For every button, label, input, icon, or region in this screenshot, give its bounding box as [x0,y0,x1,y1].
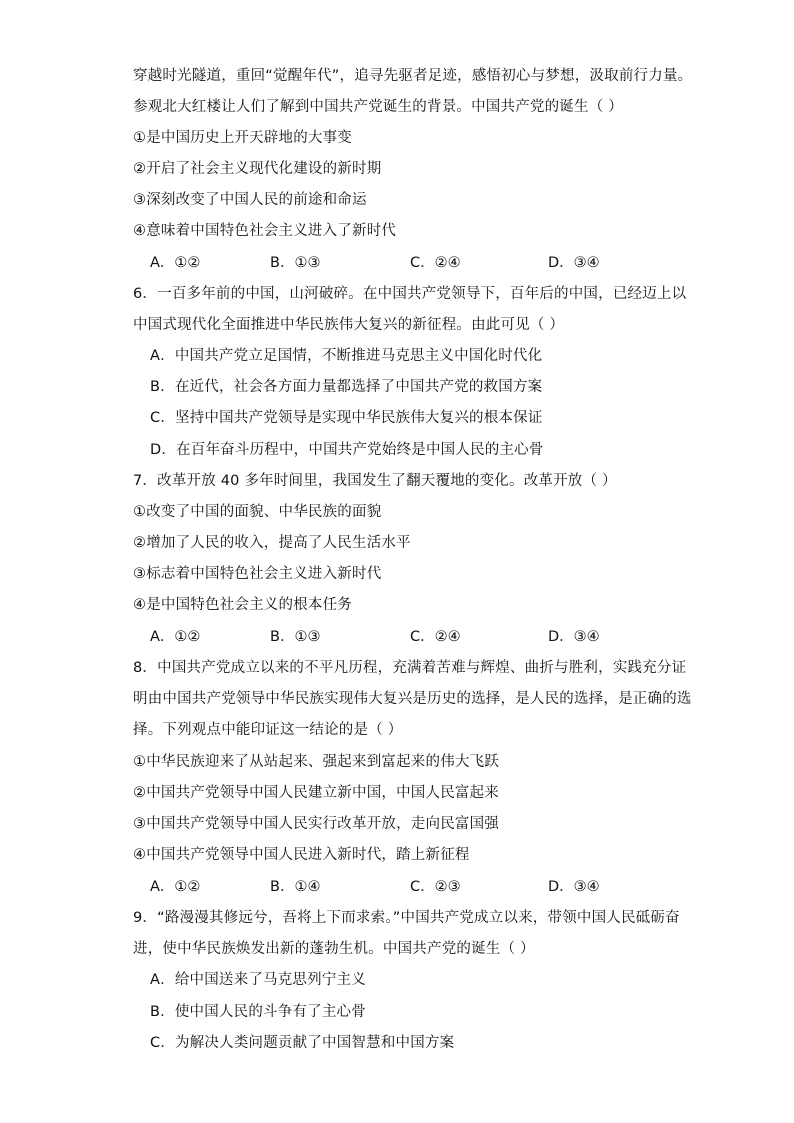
q5-item-3: ③深刻改变了中国人民的前途和命运 [133,192,367,208]
q5-option-d: D．③④ [548,255,600,271]
q8-option-b: B．①④ [270,879,321,895]
q7-option-d: D．③④ [548,629,600,645]
q5-option-c: C．②④ [410,255,461,271]
q5-option-a: A．①② [150,255,201,271]
q5-stem-line-1: 穿越时光隧道，重回“觉醒年代”，追寻先驱者足迹，感悟初心与梦想，汲取前行力量。 [133,68,693,84]
q6-stem-line-2: 中国式现代化全面推进中华民族伟大复兴的新征程。由此可见（ ） [133,317,565,333]
q5-item-4: ④意味着中国特色社会主义进入了新时代 [133,223,397,239]
q9-option-c: C．为解决人类问题贡献了中国智慧和中国方案 [150,1035,455,1051]
q8-option-c: C．②③ [410,879,461,895]
q8-stem-line-3: 择。下列观点中能印证这一结论的是（ ） [133,722,403,738]
q9-stem-line-2: 进，使中华民族焕发出新的蓬勃生机。中国共产党的诞生（ ） [133,941,535,957]
q6-option-b: B．在近代，社会各方面力量都选择了中国共产党的救国方案 [150,379,543,395]
q9-stem-line-1: 9．“路漫漫其修远兮，吾将上下而求索。”中国共产党成立以来，带领中国人民砥砺奋 [133,910,680,926]
q8-item-2: ②中国共产党领导中国人民建立新中国，中国人民富起来 [133,785,499,801]
q8-item-3: ③中国共产党领导中国人民实行改革开放，走向民富国强 [133,816,499,832]
q6-option-c: C．坚持中国共产党领导是实现中华民族伟大复兴的根本保证 [150,410,543,426]
q7-option-b: B．①③ [270,629,321,645]
q7-option-a: A．①② [150,629,201,645]
q8-item-1: ①中华民族迎来了从站起来、强起来到富起来的伟大飞跃 [133,754,499,770]
q7-stem-line-1: 7．改革开放 40 多年时间里，我国发生了翻天覆地的变化。改革开放（ ） [133,473,617,489]
q6-option-d: D．在百年奋斗历程中，中国共产党始终是中国人民的主心骨 [150,442,544,458]
q5-item-1: ①是中国历史上开天辟地的大事变 [133,130,352,146]
q8-option-a: A．①② [150,879,201,895]
q7-item-3: ③标志着中国特色社会主义进入新时代 [133,566,382,582]
q8-item-4: ④中国共产党领导中国人民进入新时代，踏上新征程 [133,847,470,863]
q9-option-b: B．使中国人民的斗争有了主心骨 [150,1004,366,1020]
q6-stem-line-1: 6．一百多年前的中国，山河破碎。在中国共产党领导下，百年后的中国，已经迈上以 [133,286,687,302]
q7-item-4: ④是中国特色社会主义的根本任务 [133,597,352,613]
q8-option-d: D．③④ [548,879,600,895]
q7-item-1: ①改变了中国的面貌、中华民族的面貌 [133,504,382,520]
q7-option-c: C．②④ [410,629,461,645]
q5-item-2: ②开启了社会主义现代化建设的新时期 [133,161,382,177]
q8-stem-line-2: 明由中国共产党领导中华民族实现伟大复兴是历史的选择，是人民的选择，是正确的选 [133,691,692,707]
q9-option-a: A．给中国送来了马克思列宁主义 [150,972,366,988]
q7-item-2: ②增加了人民的收入，提高了人民生活水平 [133,535,411,551]
q5-stem-line-2: 参观北大红楼让人们了解到中国共产党诞生的背景。中国共产党的诞生（ ） [133,99,623,115]
q6-option-a: A．中国共产党立足国情，不断推进马克思主义中国化时代化 [150,348,543,364]
q5-option-b: B．①③ [270,255,321,271]
q8-stem-line-1: 8．中国共产党成立以来的不平凡历程，充满着苦难与辉煌、曲折与胜利，实践充分证 [133,660,687,676]
